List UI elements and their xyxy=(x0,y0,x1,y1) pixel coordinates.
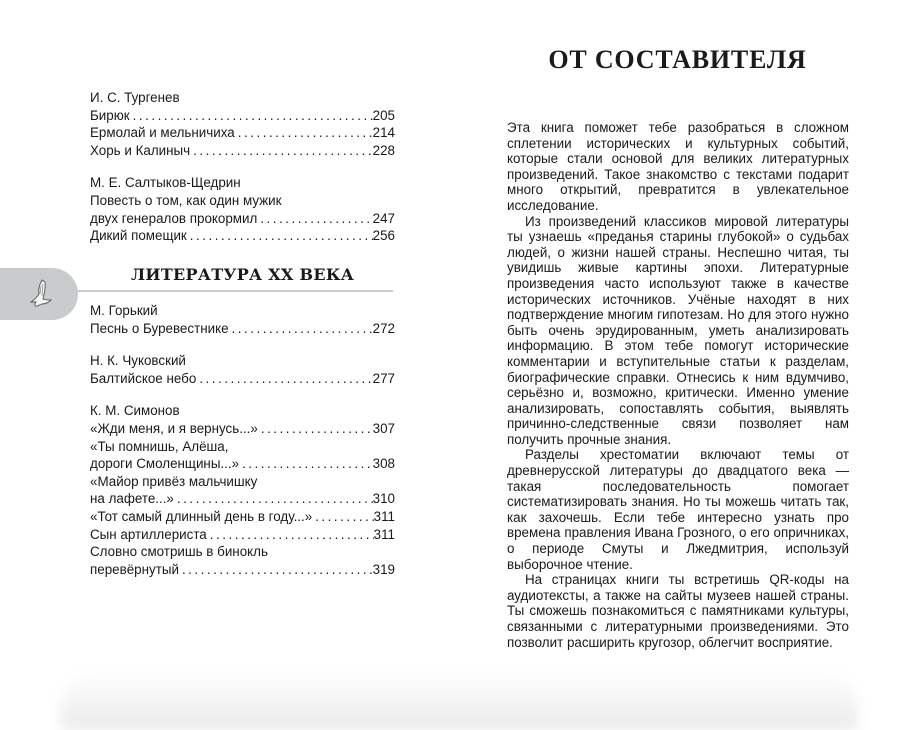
toc-entry-title: Дикий помещик xyxy=(90,228,187,244)
toc-page-number: 214 xyxy=(372,125,395,141)
page-title: ОТ СОСТАВИТЕЛЯ xyxy=(548,45,807,74)
toc-entry-title: дороги Смоленщины...» xyxy=(90,456,240,472)
toc-leader-dots xyxy=(229,320,373,338)
toc-page-number: 307 xyxy=(372,420,395,436)
toc-page-number: 247 xyxy=(372,210,395,226)
toc-entry[interactable] xyxy=(90,526,395,544)
toc-entry-title: «Жди меня, и я вернусь...» xyxy=(90,420,258,436)
toc-leader-dots xyxy=(187,227,373,245)
toc-entry[interactable] xyxy=(90,142,395,160)
toc-page-number: 319 xyxy=(372,561,395,577)
toc-author-group xyxy=(90,174,395,244)
toc-page-number: 310 xyxy=(372,491,395,507)
toc-entry-title: перевёрнутый xyxy=(90,561,179,577)
toc-page-number: 311 xyxy=(373,508,395,524)
toc-entry-title: Бирюк xyxy=(90,107,130,123)
toc-entry-title-line1[interactable]: «Ты помнишь, Алёша, xyxy=(90,438,229,454)
toc-entry-title: Песнь о Буревестнике xyxy=(90,320,229,336)
toc-page-number: 256 xyxy=(372,228,395,244)
toc-author: К. М. Симонов xyxy=(90,403,180,419)
toc-author-group xyxy=(90,402,395,578)
toc-page-number: 205 xyxy=(372,107,395,123)
toc-leader-dots xyxy=(258,420,373,438)
toc-entry-title: двух генералов прокормил xyxy=(90,210,258,226)
toc-author: М. Е. Салтыков-Щедрин xyxy=(90,175,241,191)
toc-leader-dots xyxy=(130,107,373,125)
toc-author: Н. К. Чуковский xyxy=(90,353,186,369)
toc-leader-dots xyxy=(190,142,373,160)
toc-entry-title: «Тот самый длинный день в году...» xyxy=(90,508,313,524)
toc-entry[interactable] xyxy=(90,508,395,526)
toc-author-group xyxy=(90,302,395,337)
toc-entry[interactable] xyxy=(90,561,395,579)
paragraph: Эта книга поможет тебе разобраться в сложном сплетении исторических и культурных событий, которые стали основой для великих литературных произведений. Такое знакомство с текстами подарит много открытий, превратится в увлекательное исследование. xyxy=(507,120,849,213)
toc-author-group xyxy=(90,89,395,159)
toc-group-20th-century xyxy=(90,302,395,593)
toc-page-number: 277 xyxy=(372,370,395,386)
toc-author: И. С. Тургенев xyxy=(90,90,180,105)
seagull-icon xyxy=(28,278,54,312)
toc-entry-title: Хорь и Калиныч xyxy=(90,142,191,158)
toc-group-19th-century xyxy=(90,89,395,260)
section-divider xyxy=(78,290,393,292)
intro-text xyxy=(507,120,849,650)
toc-leader-dots xyxy=(235,124,373,142)
toc-entry-title: Сын артиллериста xyxy=(90,526,207,542)
section-tab xyxy=(0,268,78,320)
toc-entry-title: на лафете...» xyxy=(90,491,174,507)
toc-entry-title-line1[interactable]: «Майор привёз мальчишку xyxy=(90,473,258,489)
toc-entry[interactable] xyxy=(90,455,395,473)
section-title: ЛИТЕРАТУРА XX ВЕКА xyxy=(130,265,355,284)
toc-leader-dots xyxy=(207,526,374,544)
toc-entry[interactable] xyxy=(90,490,395,508)
toc-entry[interactable] xyxy=(90,210,395,228)
toc-leader-dots xyxy=(179,561,373,579)
toc-author: М. Горький xyxy=(90,303,158,318)
toc-page-number: 308 xyxy=(372,456,395,472)
toc-entry-title: Балтийское небо xyxy=(90,370,197,386)
toc-entry[interactable] xyxy=(90,124,395,142)
toc-entry-title-line1[interactable]: Словно смотришь в бинокль xyxy=(90,544,268,560)
toc-leader-dots xyxy=(257,210,372,228)
toc-entry[interactable] xyxy=(90,420,395,438)
toc-entry[interactable] xyxy=(90,227,395,245)
paragraph: Из произведений классиков мировой литературы ты узнаешь «преданья старины глубокой» о судьбах людей, о жизни нашей страны. Неспешно читая, ты увидишь живые картины эпохи. Литературные произведения часто используют также в качестве исторических источников. Учёные находят в них подтверждение многим гипотезам. Но для этого нужно быть очень эрудированным, уметь анализировать информацию. В этом тебе помогут исторические комментарии и вступительные статьи к разделам, биографические справки. Отнесись к ним вдумчиво, серьёзно и, возможно, критически. Именно умение анализировать, сопоставлять события, выявлять причинно-следственные связи позволяет нам получить прочные знания. xyxy=(507,213,849,447)
toc-leader-dots xyxy=(196,370,372,388)
toc-entry[interactable] xyxy=(90,107,395,125)
paragraph: Разделы хрестоматии включают темы от древнерусской литературы до двадцатого века — такая последовательность помогает систематизировать знания. Но ты можешь читать так, как захочешь. Если тебе интересно узнать про времена правления Ивана Грозного, о его опричниках, о периоде Смуты и Лжедмитрия, используй выборочное чтение. xyxy=(507,447,849,572)
toc-leader-dots xyxy=(174,490,373,508)
toc-entry[interactable] xyxy=(90,370,395,388)
toc-page-number: 272 xyxy=(372,320,395,336)
toc-entry-title-line1[interactable]: Повесть о том, как один мужик xyxy=(90,192,282,208)
toc-page-number: 311 xyxy=(373,526,395,542)
toc-leader-dots xyxy=(239,455,373,473)
toc-entry[interactable] xyxy=(90,320,395,338)
toc-page-number: 228 xyxy=(372,142,395,158)
page-bottom-shadow xyxy=(60,670,858,730)
paragraph: На страницах книги ты встретишь QR-коды на аудиотексты, а также на сайты музеев нашей страны. Ты сможешь познакомиться с памятниками культуры, связанными с литературными произведениями. Это позволит расширить кругозор, облегчит восприятие. xyxy=(507,572,849,650)
toc-entry-title: Ермолай и мельничиха xyxy=(90,125,235,141)
toc-author-group xyxy=(90,352,395,387)
toc-leader-dots xyxy=(312,508,373,526)
